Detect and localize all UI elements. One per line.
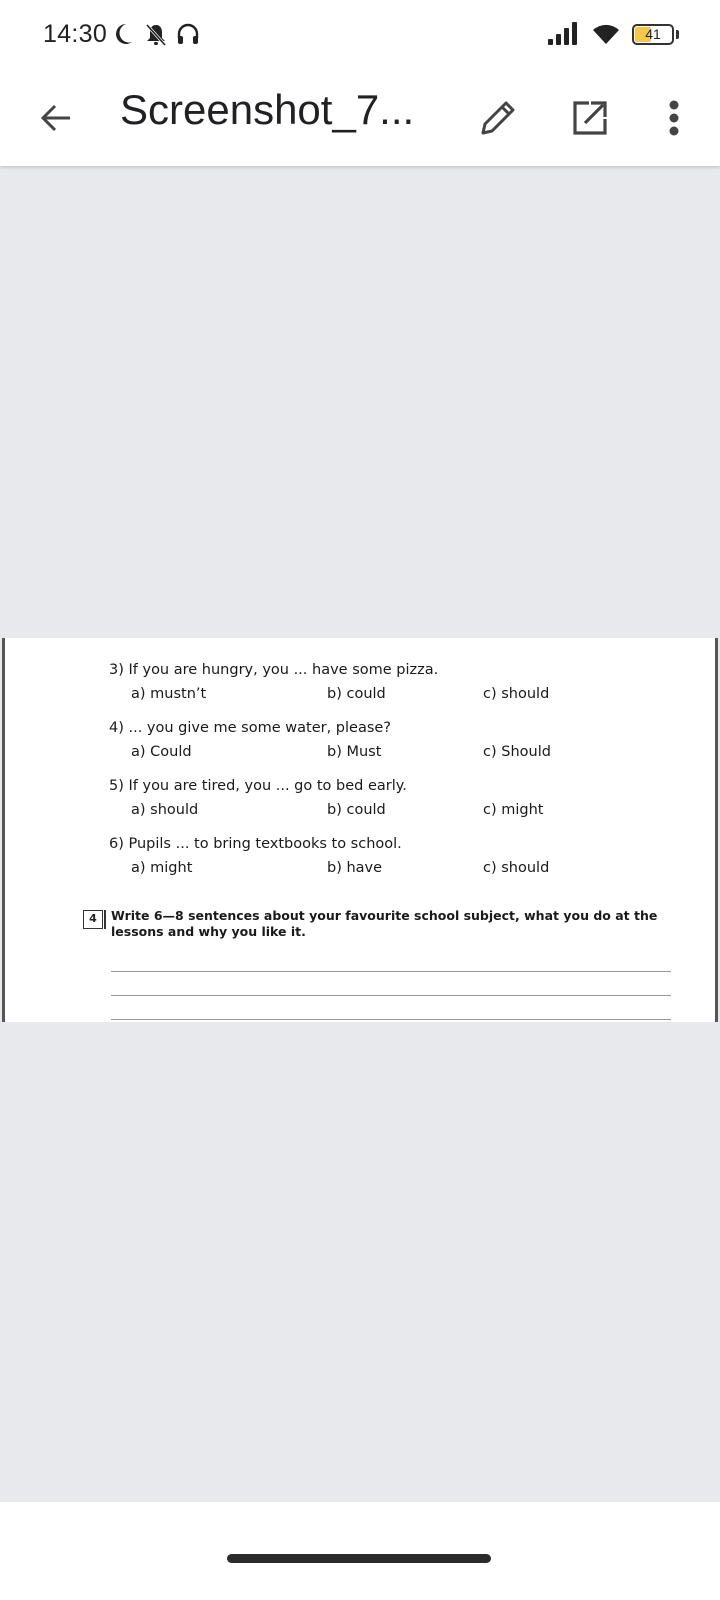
back-arrow-icon [38, 100, 74, 136]
edit-button[interactable] [470, 90, 526, 146]
headphones-icon [176, 22, 200, 46]
open-external-button[interactable] [562, 90, 618, 146]
task-number-box: 4 [83, 910, 103, 929]
task-number-divider [104, 910, 106, 929]
wifi-icon [592, 22, 620, 46]
document-image[interactable] [2, 638, 718, 1022]
question-3-text: 3) If you are hungry, you ... have some pizza. [109, 662, 439, 678]
answer-line-2 [111, 995, 671, 996]
pencil-icon [479, 99, 517, 137]
question-6-option-c: c) should [483, 860, 550, 876]
question-3-option-c: c) should [483, 686, 550, 702]
back-button[interactable] [28, 90, 84, 146]
answer-line-3 [111, 1019, 671, 1020]
task-instruction: Write 6—8 sentences about your favourite school subject, what you do at the lessons and why you like it. [111, 908, 658, 939]
question-4-text: 4) ... you give me some water, please? [109, 720, 391, 736]
battery-icon [632, 24, 674, 45]
moon-icon [112, 22, 134, 46]
question-4-option-a: a) Could [131, 744, 192, 760]
question-5-option-c: c) might [483, 802, 544, 818]
question-6-option-b: b) have [327, 860, 383, 876]
question-4-option-c: c) Should [483, 744, 551, 760]
question-4-option-b: b) Must [327, 744, 382, 760]
open-external-icon [571, 99, 609, 137]
app-bar [0, 70, 720, 166]
question-5-option-b: b) could [327, 802, 386, 818]
question-3-option-b: b) could [327, 686, 386, 702]
question-5-option-a: a) should [131, 802, 199, 818]
question-6-text: 6) Pupils ... to bring textbooks to school. [109, 836, 402, 852]
question-3-option-a: a) mustn’t [131, 686, 207, 702]
more-vert-icon [668, 100, 680, 136]
status-time: 14:30 [43, 20, 108, 48]
file-title: Screenshot_7... [120, 86, 415, 133]
navigation-bar [0, 1502, 720, 1600]
answer-line-1 [111, 971, 671, 972]
status-bar [0, 0, 720, 70]
battery-tip [676, 30, 679, 39]
signal-icon [548, 22, 582, 46]
more-options-button[interactable] [646, 90, 702, 146]
question-6-option-a: a) might [131, 860, 193, 876]
bell-off-icon [144, 22, 168, 48]
image-viewer[interactable] [0, 166, 720, 1502]
question-5-text: 5) If you are tired, you ... go to bed early. [109, 778, 407, 794]
home-gesture-handle[interactable] [227, 1554, 491, 1563]
battery-level: 41 [645, 26, 661, 42]
